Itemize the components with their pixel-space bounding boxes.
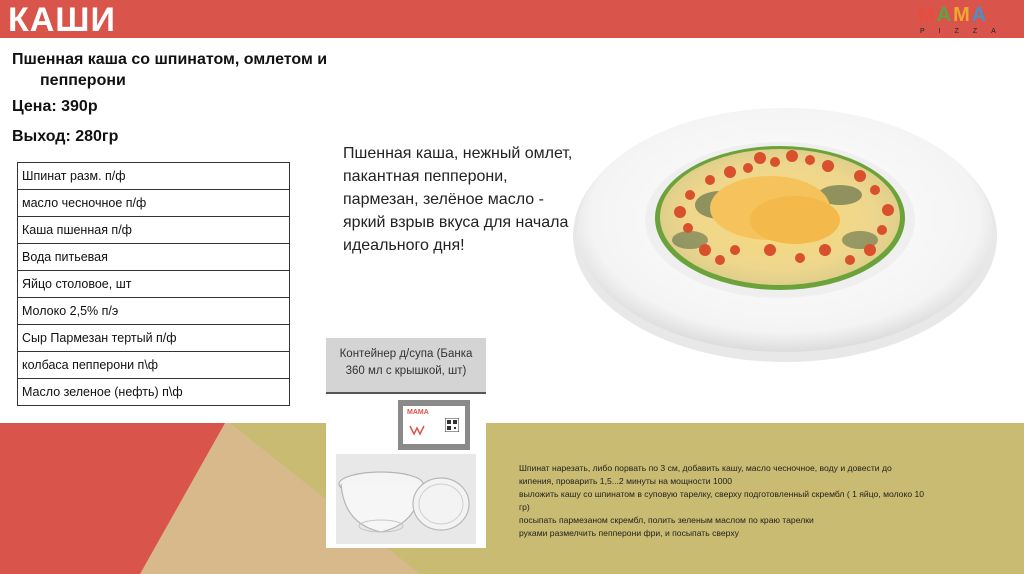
logo-letter: А bbox=[936, 4, 952, 26]
ingredient-cell: масло чесночное п/ф bbox=[18, 190, 290, 217]
ingredient-cell: Шпинат разм. п/ф bbox=[18, 163, 290, 190]
table-row bbox=[18, 325, 290, 352]
dish-photo bbox=[570, 100, 1000, 362]
ingredient-cell: Каша пшенная п/ф bbox=[18, 217, 290, 244]
mama-pizza-logo bbox=[918, 4, 1022, 40]
logo-letter: М bbox=[953, 4, 970, 26]
container-label-line1: Контейнер д/супа (Банка bbox=[339, 348, 473, 360]
instruction-line: выложить кашу со шпинатом в суповую тарелку, сверху подготовленный скрембл ( 1 яйцо, молоко 10 bbox=[519, 489, 925, 499]
table-row bbox=[18, 217, 290, 244]
ingredient-cell: колбаса пепперони п\ф bbox=[18, 352, 290, 379]
sticker-emblem-icon bbox=[409, 424, 425, 436]
table-row bbox=[18, 190, 290, 217]
ingredient-cell: Сыр Пармезан тертый п/ф bbox=[18, 325, 290, 352]
container-label bbox=[330, 346, 482, 380]
instruction-line: гр) bbox=[519, 502, 530, 512]
ingredient-cell: Вода питьевая bbox=[18, 244, 290, 271]
instruction-line: руками размелчить пепперони фри, и посыпать сверху bbox=[519, 528, 739, 538]
instruction-line: кипения, проварить 1,5...2 минуты на мощности 1000 bbox=[519, 476, 733, 486]
logo-subtitle: PIZZA bbox=[920, 28, 1010, 35]
header-bar bbox=[0, 0, 1024, 38]
container-label-line2: 360 мл с крышкой, шт) bbox=[345, 365, 467, 377]
dish-title-line2: пепперони bbox=[40, 72, 126, 89]
logo-word bbox=[918, 5, 986, 25]
ingredient-cell: Яйцо столовое, шт bbox=[18, 271, 290, 298]
table-row bbox=[18, 298, 290, 325]
logo-letter: М bbox=[918, 4, 935, 26]
ingredient-cell: Молоко 2,5% п/э bbox=[18, 298, 290, 325]
table-row bbox=[18, 379, 290, 406]
dish-title-line1: Пшенная каша со шпинатом, омлетом и bbox=[12, 51, 328, 68]
sticker-logo: МАМА bbox=[407, 409, 429, 416]
dish-price: Цена: 390р bbox=[12, 98, 98, 115]
table-row bbox=[18, 352, 290, 379]
container-card bbox=[326, 338, 486, 548]
container-sticker bbox=[398, 400, 470, 450]
table-row bbox=[18, 271, 290, 298]
instruction-line: Шпинат нарезать, либо порвать по 3 см, добавить кашу, масло чесночное, воду и довести до bbox=[519, 463, 892, 473]
container-label-box bbox=[326, 338, 486, 392]
ingredient-cell: Масло зеленое (нефть) п\ф bbox=[18, 379, 290, 406]
table-row bbox=[18, 244, 290, 271]
logo-letter: А bbox=[971, 4, 987, 26]
divider bbox=[326, 392, 486, 394]
dish-title bbox=[12, 49, 372, 91]
dish-description: Пшенная каша, нежный омлет, пакантная пепперони, пармезан, зелёное масло - яркий взрыв вкуса для начала идеального дня! bbox=[343, 145, 573, 254]
sticker-inner bbox=[403, 406, 465, 444]
dish-yield: Выход: 280гр bbox=[12, 128, 119, 145]
page-title: КАШИ bbox=[8, 1, 116, 39]
container-jar-photo bbox=[336, 454, 476, 544]
qr-code-icon bbox=[445, 418, 459, 432]
ingredients-table bbox=[17, 162, 290, 406]
table-row bbox=[18, 163, 290, 190]
instruction-line: посыпать пармезаном скрембл, полить зеленым маслом по краю тарелки bbox=[519, 515, 814, 525]
cooking-instructions bbox=[519, 462, 1019, 540]
